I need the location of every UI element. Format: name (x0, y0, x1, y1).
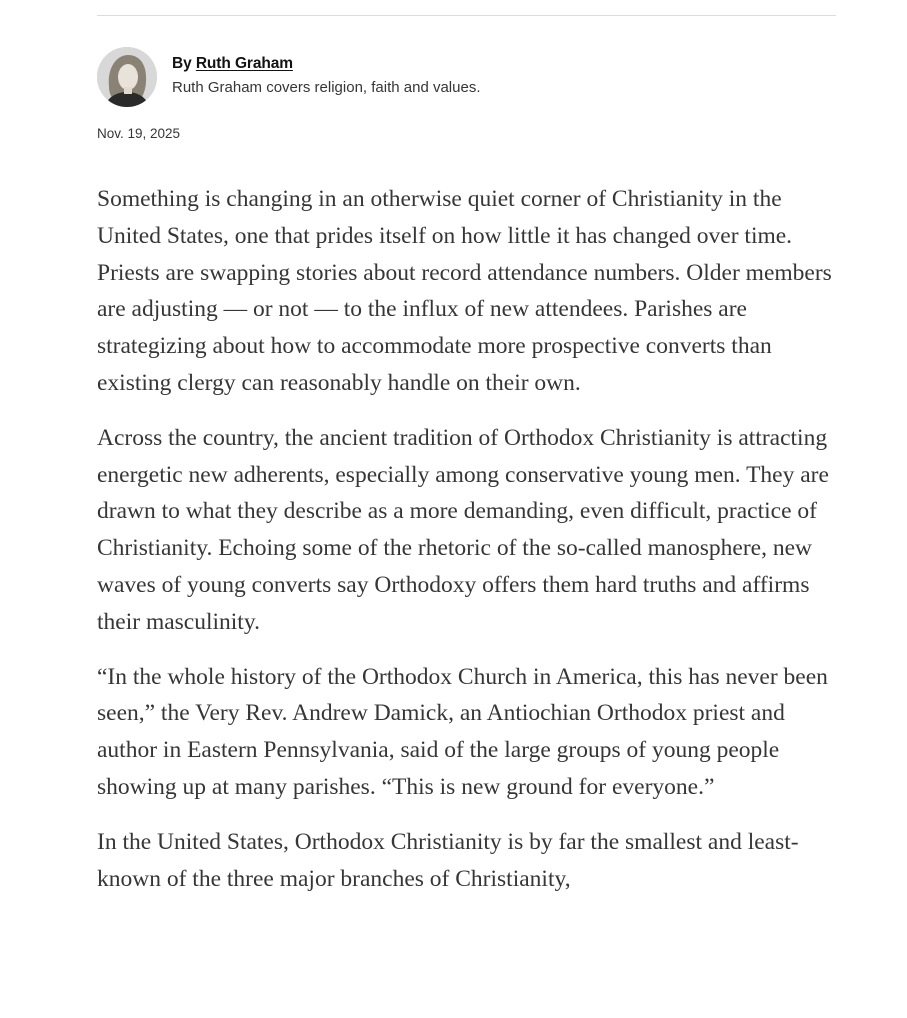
byline-line (172, 53, 481, 75)
author-headshot-icon (97, 47, 157, 107)
article-paragraph: Across the country, the ancient tradition of Orthodox Christianity is attracting energetic new adherents, especially among conservative young men. They are drawn to what they describe as a more demanding, even difficult, practice of Christianity. Echoing some of the rhetoric of the so-called manosphere, new waves of young converts say Orthodoxy offers them hard truths and affirms their masculinity. (97, 424, 829, 635)
byline-prefix: By (172, 55, 192, 72)
article-paragraph: In the United States, Orthodox Christianity is by far the smallest and least-known of the three major branches of Christianity, (97, 828, 799, 892)
author-avatar[interactable] (97, 47, 157, 107)
top-divider (97, 15, 836, 16)
article-paragraph: Something is changing in an otherwise quiet corner of Christianity in the United States, one that prides itself on how little it has changed over time. Priests are swapping stories about record attendance numbers. Older members are adjusting — or not — to the influx of new attendees. Parishes are strategizing about how to accommodate more prospective converts than existing clergy can reasonably handle on their own. (97, 186, 832, 396)
article-paragraph: “In the whole history of the Orthodox Church in America, this has never been seen,” the Very Rev. Andrew Damick, an Antiochian Orthodox priest and author in Eastern Pennsylvania, said of the large groups of young people showing up at many parishes. “This is new ground for everyone.” (97, 663, 828, 800)
publish-date: Nov. 19, 2025 (97, 126, 181, 141)
author-bio: Ruth Graham covers religion, faith and values. (172, 79, 481, 96)
author-link[interactable]: Ruth Graham (195, 55, 293, 72)
byline-text (172, 53, 481, 99)
article-body (97, 181, 847, 915)
byline (97, 47, 836, 109)
